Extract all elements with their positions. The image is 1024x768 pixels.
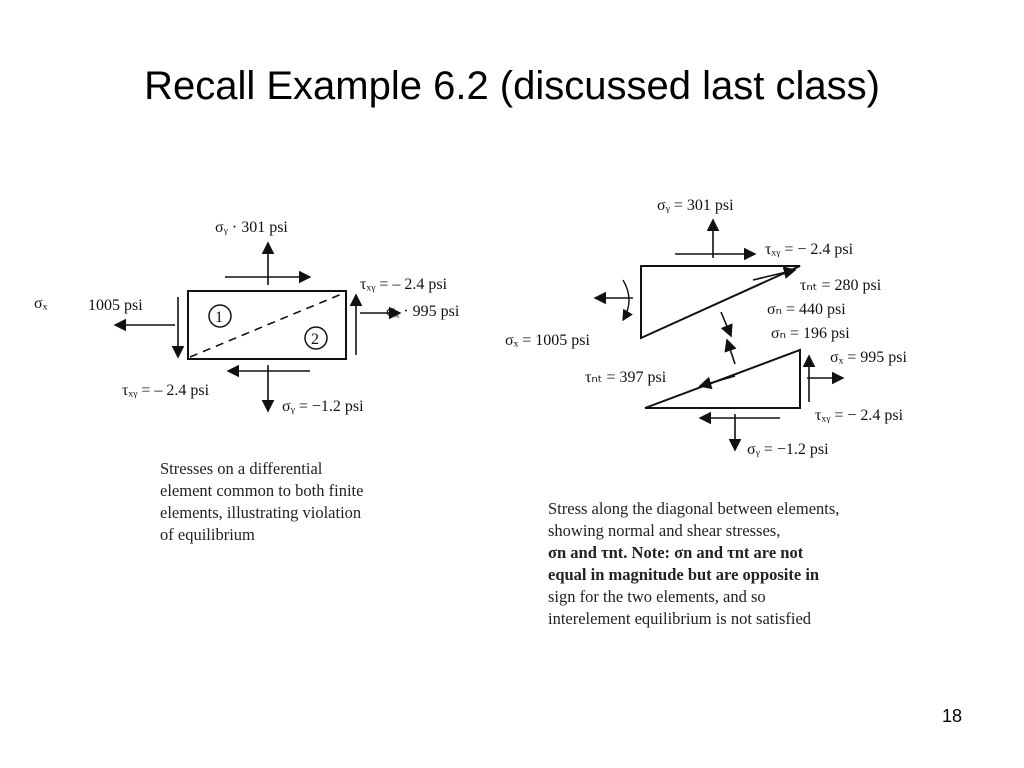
right-diagonal-stress-diagram (495, 188, 965, 478)
right-figure-caption (548, 498, 839, 630)
element-1-label: 1 (215, 309, 223, 326)
right-sigma-x-left-label: σₓ = 1005 psi (505, 332, 590, 349)
right-caption-line: equal in magnitude but are opposite in (548, 565, 820, 584)
right-tau-xy-bottom-label: τₓᵧ = − 2.4 psi (815, 407, 904, 424)
right-caption-line: σn and τnt. Note: σn and τnt are not (548, 543, 804, 562)
left-tau-xy-bottom-label: τₓᵧ = – 2.4 psi (122, 382, 210, 399)
right-caption-line: sign for the two elements, and so (548, 587, 766, 606)
right-tau-xy-top-label: τₓᵧ = − 2.4 psi (765, 241, 854, 258)
left-caption-line: Stresses on a differential (160, 459, 323, 478)
left-sigma-y-bottom-label: σᵧ = −1.2 psi (282, 398, 364, 415)
left-sigma-x-left-value: 1005 psi (88, 297, 143, 314)
page-number: 18 (941, 706, 962, 726)
right-sigma-n-lower-label: σₙ = 196 psi (771, 325, 850, 342)
left-stress-element-diagram (20, 205, 520, 425)
right-sigma-y-bottom-label: σᵧ = −1.2 psi (747, 441, 829, 458)
left-caption-line: of equilibrium (160, 525, 255, 544)
right-tau-nt-lower-label: τₙₜ = 397 psi (585, 369, 667, 386)
slide-title: Recall Example 6.2 (discussed last class) (144, 64, 880, 108)
right-caption-line: interelement equilibrium is not satisfied (548, 609, 812, 628)
left-sigma-y-top-label: σᵧ · 301 psi (215, 219, 288, 236)
left-sigma-x-left-symbol: σₓ (34, 295, 48, 312)
right-sigma-y-top-label: σᵧ = 301 psi (657, 197, 734, 214)
element-2-label: 2 (311, 331, 319, 348)
left-sigma-x-right-label: σₓ · 995 psi (386, 303, 460, 320)
left-figure-caption (160, 458, 363, 546)
left-caption-line: elements, illustrating violation (160, 503, 362, 522)
left-tau-xy-right-label: τₓᵧ = – 2.4 psi (360, 276, 448, 293)
left-caption-line: element common to both finite (160, 481, 364, 500)
right-caption-line: showing normal and shear stresses, (548, 521, 781, 540)
right-sigma-n-upper-label: σₙ = 440 psi (767, 301, 846, 318)
right-tau-nt-upper-label: τₙₜ = 280 psi (800, 277, 882, 294)
right-caption-line: Stress along the diagonal between elements, (548, 499, 840, 518)
right-sigma-x-right-label: σₓ = 995 psi (830, 349, 907, 366)
